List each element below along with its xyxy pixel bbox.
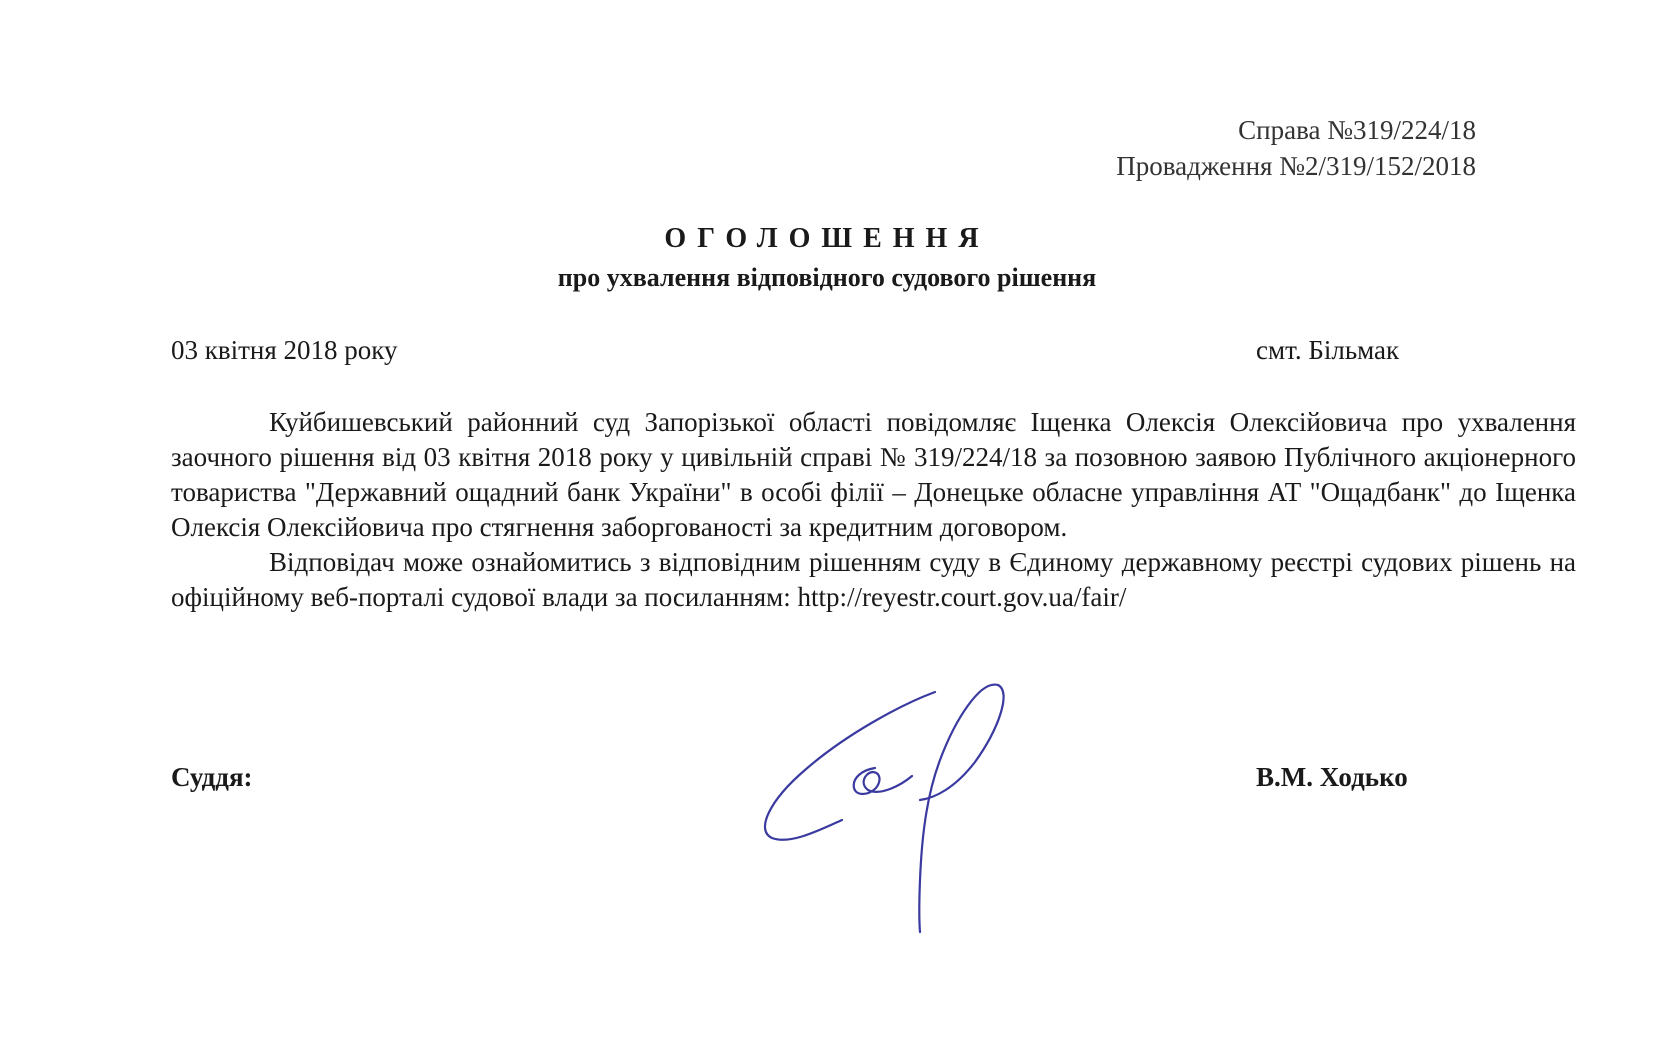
- document-subtitle: про ухвалення відповідного судового рішення: [557, 263, 1097, 292]
- signature-stroke-right: [919, 685, 998, 932]
- document-title: ОГОЛОШЕННЯ: [664, 223, 990, 254]
- document-place: смт. Більмак: [1256, 335, 1400, 365]
- judge-label: Суддя:: [171, 762, 253, 792]
- body-paragraph-notice: Куйбишевський районний суд Запорізької області повідомляє Іщенка Олексія Олексійовича про ухвалення заочного рішення від 03 квітня 2018 року у цивільній справі № 319/224/18 за позовною заявою Публічного акціонерного товариства "Державний ощадний банк України" в особі філії – Донецьке обласне управління АТ "Ощадбанк" до Іщенка Олексія Олексійовича про стягнення заборгованості за кредитним договором.: [171, 407, 1576, 542]
- case-reference-block: [1116, 112, 1476, 184]
- case-number: Справа №319/224/18: [1238, 115, 1476, 145]
- signature-stroke-loop: [854, 768, 912, 794]
- document-body: [171, 405, 1576, 615]
- proceeding-number: Провадження №2/319/152/2018: [1116, 151, 1476, 181]
- document-date: 03 квітня 2018 року: [171, 335, 398, 365]
- signature-stroke-left: [765, 692, 935, 840]
- judge-name: В.М. Ходько: [1256, 762, 1408, 792]
- handwritten-signature: [750, 680, 1040, 940]
- body-paragraph-access: Відповідач може ознайомитись з відповідним рішенням суду в Єдиному державному реєстрі судових рішень на офіційному веб-порталі судової влади за посиланням: http://reyestr.court.gov.ua/fair/: [171, 547, 1576, 612]
